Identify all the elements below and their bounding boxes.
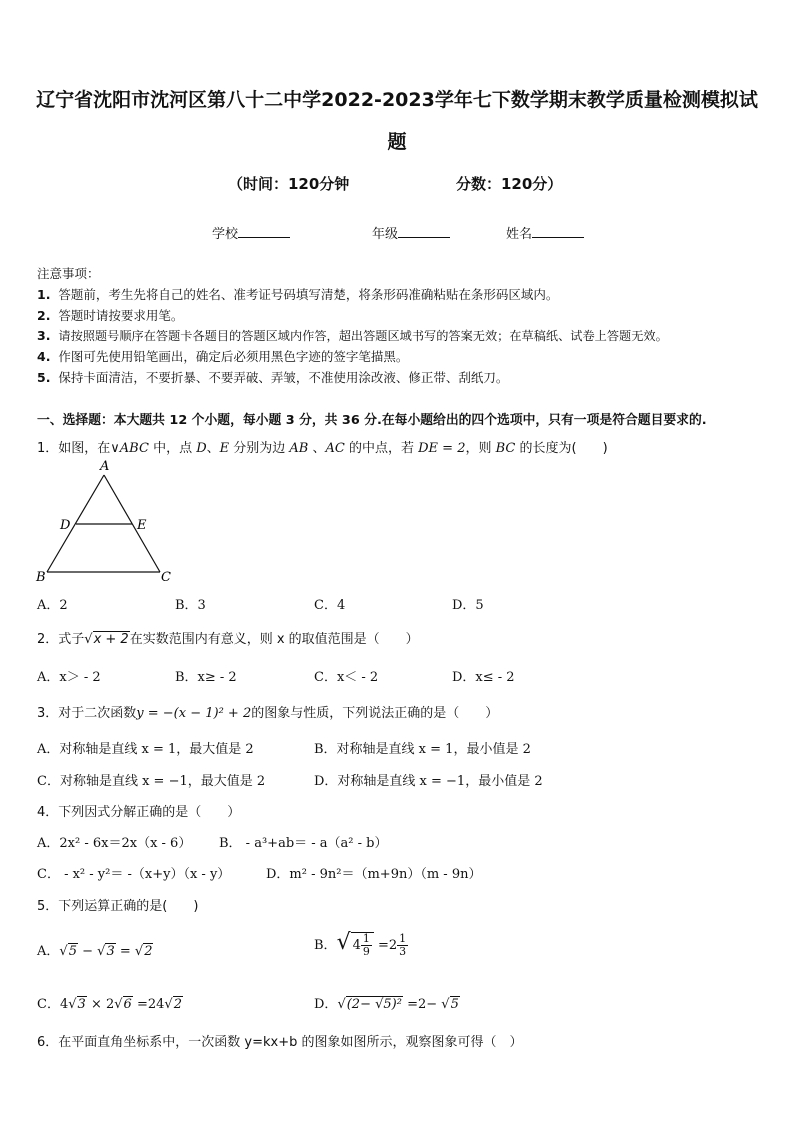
q3-text: 的图象与性质，下列说法正确的是（ ） bbox=[251, 706, 499, 721]
exam-score: 分数：120分） bbox=[456, 175, 563, 193]
q4-option-a[interactable]: A．2x² - 6x＝2x（x - 6） bbox=[37, 836, 192, 851]
q5-c-root3: 2 bbox=[173, 997, 182, 1012]
question-4-stem: 4．下列因式分解正确的是（ ） bbox=[37, 805, 241, 820]
q1-triangle-symbol: ∨ABC bbox=[110, 441, 149, 456]
q2-text: 2．式子 bbox=[37, 632, 85, 647]
note-item bbox=[37, 347, 668, 368]
q5-d-inner: (2− √5)² bbox=[346, 997, 402, 1012]
q5-option-b[interactable]: B．√ 4 $\frac{1}{9}$ =2 $\frac{1}{3}$ bbox=[314, 930, 407, 958]
note-item bbox=[37, 306, 668, 327]
q1-text: 的中点，若 bbox=[344, 441, 419, 456]
q5-b-fraction2 bbox=[397, 933, 408, 958]
q5-c-root1: 3 bbox=[77, 997, 86, 1012]
school-blank bbox=[238, 225, 290, 238]
note-num: 3. bbox=[37, 328, 51, 344]
q2-radicand: x + 2 bbox=[93, 632, 129, 647]
note-text: 作图可先使用铅笔画出，确定后必须用黑色字迹的签字笔描黑。 bbox=[58, 349, 409, 365]
name-label: 姓名 bbox=[506, 227, 533, 242]
label-a: A bbox=[100, 459, 110, 474]
q1-text: ，则 bbox=[465, 441, 496, 456]
q5-a-eq: = bbox=[115, 944, 135, 959]
triangle-figure bbox=[30, 458, 190, 588]
q5-option-c[interactable]: C．4√3 × 2√6 =24√2 bbox=[37, 997, 182, 1012]
q5-a-minus: − bbox=[77, 944, 98, 959]
grade-field bbox=[372, 223, 450, 242]
note-num: 1. bbox=[37, 286, 51, 302]
label-d: D bbox=[60, 518, 71, 533]
q5-option-d[interactable]: D．√(2− √5)² =2− √5 bbox=[314, 997, 459, 1012]
q1-text: 中，点 bbox=[148, 441, 197, 456]
q1-de-equation: DE = 2 bbox=[418, 441, 466, 456]
name-blank bbox=[532, 225, 584, 238]
note-num: 5. bbox=[37, 369, 51, 385]
q5-a-root1: 5 bbox=[68, 944, 77, 959]
q4-option-d[interactable]: D．m² - 9n²＝（m+9n）（m - 9n） bbox=[266, 867, 482, 882]
q3-function: y = −(x − 1)² + 2 bbox=[136, 706, 252, 721]
q5-b-whole: 4 bbox=[352, 938, 361, 953]
note-text: 请按照题号顺序在答题卡各题目的答题区域内作答，超出答题区域书写的答案无效；在草稿纸、试卷上答题无效。 bbox=[58, 329, 668, 344]
q1-point-d: D bbox=[196, 441, 207, 456]
note-text: 答题时请按要求用笔。 bbox=[58, 307, 184, 323]
note-item bbox=[37, 368, 668, 389]
q3-option-a[interactable]: A．对称轴是直线 x = 1，最大值是 2 bbox=[37, 742, 254, 757]
q1-text: 、 bbox=[206, 441, 220, 456]
q4-option-b[interactable]: B． - a³+ab＝ - a（a² - b） bbox=[219, 836, 388, 851]
q5-d-label: D． bbox=[314, 997, 338, 1012]
q1-text: 1．如图，在 bbox=[37, 441, 111, 456]
note-num: 2. bbox=[37, 307, 51, 323]
q5-b-den2: 3 bbox=[399, 945, 407, 958]
q5-c-root2: 6 bbox=[123, 997, 132, 1012]
q1-option-d[interactable]: D．5 bbox=[452, 598, 484, 613]
q5-b-eq: =2 bbox=[373, 938, 398, 953]
question-3-stem bbox=[37, 702, 498, 721]
q2-text: 在实数范围内有意义，则 x 的取值范围是（ ） bbox=[129, 632, 419, 647]
q1-option-b[interactable]: B．3 bbox=[175, 598, 206, 613]
q5-option-a[interactable]: A．√5 − √3 = √2 bbox=[37, 944, 153, 959]
question-5-stem: 5．下列运算正确的是( ) bbox=[37, 899, 199, 914]
label-b: B bbox=[36, 570, 46, 585]
q2-option-a[interactable]: A．x＞ - 2 bbox=[37, 670, 101, 685]
question-2-stem: 2．式子√x + 2在实数范围内有意义，则 x 的取值范围是（ ） bbox=[37, 632, 419, 647]
q5-b-num: 1 bbox=[362, 932, 370, 945]
q4-option-c[interactable]: C． - x² - y²＝ -（x+y）（x - y） bbox=[37, 867, 231, 882]
question-1-stem bbox=[37, 437, 608, 456]
q5-d-root: 5 bbox=[450, 997, 459, 1012]
notes-section bbox=[37, 264, 668, 389]
q5-b-num2: 1 bbox=[399, 932, 407, 945]
q2-option-c[interactable]: C．x＜ - 2 bbox=[314, 670, 379, 685]
note-text: 答题前，考生先将自己的姓名、准考证号码填写清楚，将条形码准确粘贴在条形码区域内。 bbox=[58, 286, 559, 302]
q5-a-root3: 2 bbox=[144, 944, 153, 959]
q1-option-a[interactable]: A．2 bbox=[37, 598, 68, 613]
exam-title-line1: 辽宁省沈阳市沈河区第八十二中学2022-2023学年七下数学期末教学质量检测模拟试 bbox=[36, 89, 758, 111]
q1-text: 的长度为( ) bbox=[515, 441, 608, 456]
notes-heading: 注意事项： bbox=[37, 266, 100, 281]
q5-b-label: B． bbox=[314, 938, 337, 953]
name-field bbox=[506, 223, 584, 242]
q5-c-times: × 2 bbox=[86, 997, 115, 1012]
q5-b-den: 9 bbox=[362, 945, 370, 958]
exam-time: （时间：120分钟 bbox=[228, 175, 350, 193]
q1-point-e: E bbox=[219, 441, 230, 456]
q5-a-label: A． bbox=[37, 944, 60, 959]
school-field bbox=[212, 223, 290, 242]
exam-title-line2: 题 bbox=[387, 131, 407, 153]
label-c: C bbox=[161, 570, 171, 585]
note-text: 保持卡面清洁，不要折暴、不要弄破、弄皱，不准使用涂改液、修正带、刮纸刀。 bbox=[58, 369, 509, 385]
note-num: 4. bbox=[37, 349, 51, 365]
q3-option-b[interactable]: B．对称轴是直线 x = 1，最小值是 2 bbox=[314, 742, 531, 757]
q1-side-ab: AB bbox=[289, 441, 309, 456]
q1-option-c[interactable]: C．4 bbox=[314, 598, 346, 613]
q1-text: 分别为边 bbox=[229, 441, 290, 456]
q5-a-root2: 3 bbox=[106, 944, 115, 959]
q1-text: 、 bbox=[308, 441, 326, 456]
grade-blank bbox=[398, 225, 450, 238]
q3-option-c[interactable]: C．对称轴是直线 x = −1，最大值是 2 bbox=[37, 774, 266, 789]
q2-option-d[interactable]: D．x≤ - 2 bbox=[452, 670, 515, 685]
q2-option-b[interactable]: B．x≥ - 2 bbox=[175, 670, 237, 685]
label-e: E bbox=[137, 518, 147, 533]
question-6-stem: 6．在平面直角坐标系中，一次函数 y=kx+b 的图象如图所示，观察图象可得（ ） bbox=[37, 1035, 523, 1050]
school-label: 学校 bbox=[212, 227, 239, 242]
q5-c-coef: 4 bbox=[59, 997, 69, 1012]
q1-side-ac: AC bbox=[325, 441, 345, 456]
note-item bbox=[37, 285, 668, 306]
section-heading: 一、选择题：本大题共 12 个小题，每小题 3 分，共 36 分.在每小题给出的四个选项中，只有一项是符合题目要求的. bbox=[37, 413, 707, 428]
note-item bbox=[37, 326, 668, 347]
q3-option-d[interactable]: D．对称轴是直线 x = −1，最小值是 2 bbox=[314, 774, 543, 789]
q5-c-eq: =24 bbox=[132, 997, 165, 1012]
q1-side-bc: BC bbox=[495, 441, 516, 456]
q3-text: 3．对于二次函数 bbox=[37, 706, 137, 721]
q5-d-eq: =2− bbox=[402, 997, 442, 1012]
q5-b-fraction bbox=[361, 933, 372, 958]
q5-c-label: C． bbox=[37, 997, 60, 1012]
grade-label: 年级 bbox=[372, 227, 399, 242]
